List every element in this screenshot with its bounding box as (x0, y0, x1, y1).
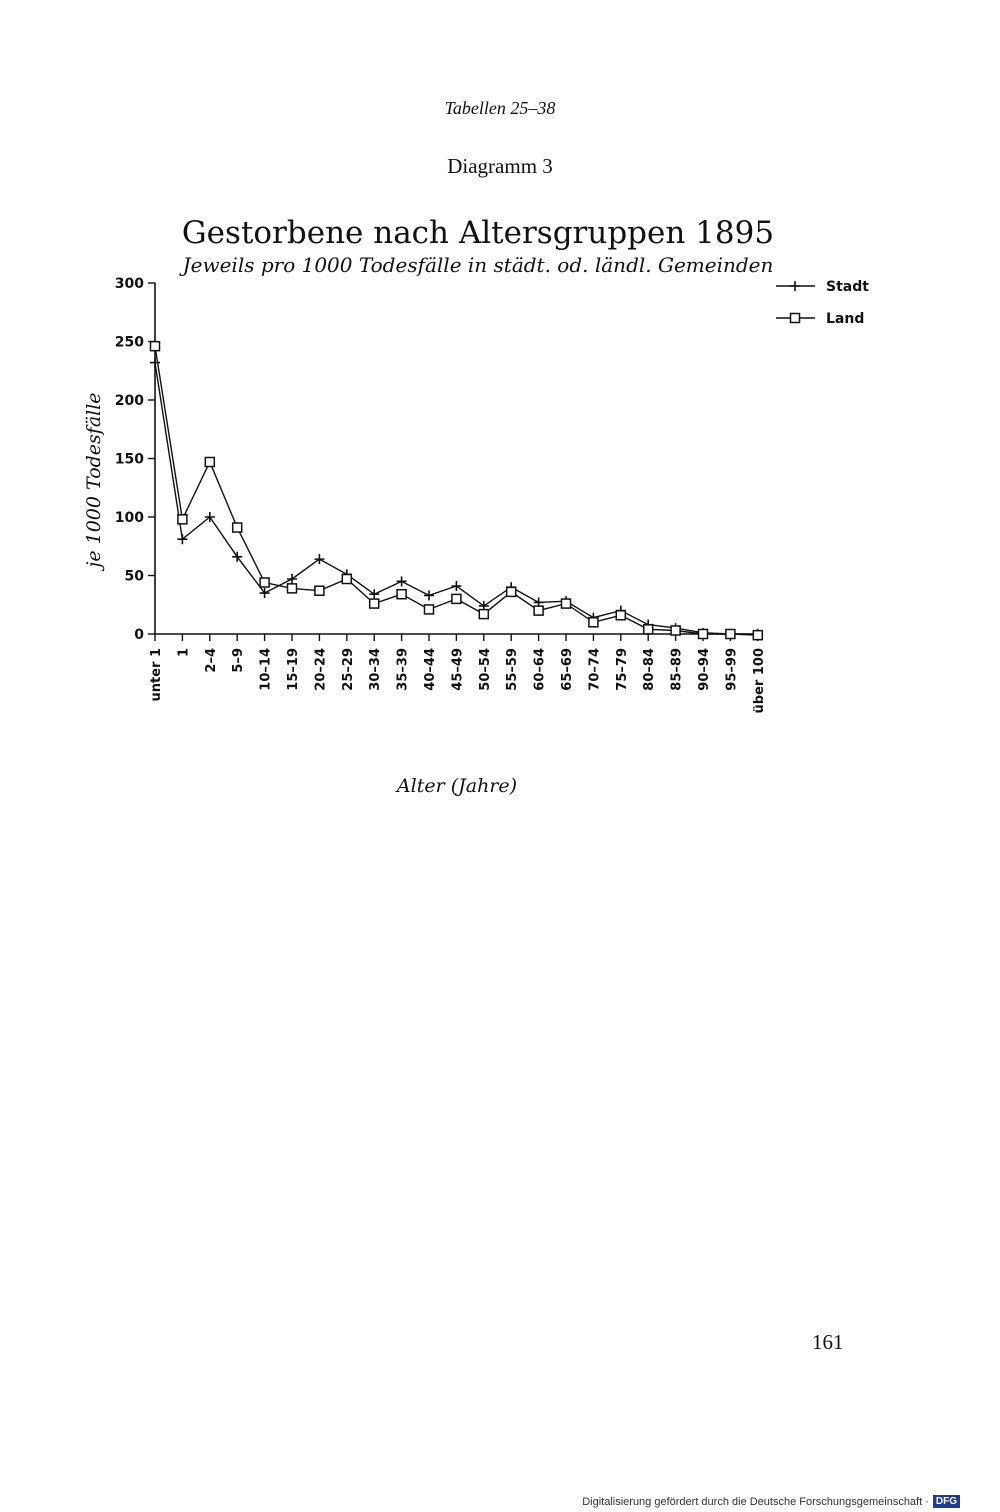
x-tick-label: 45–49 (450, 648, 466, 691)
chart-subtitle: Jeweils pro 1000 Todesfälle in städt. od. ländl. Gemeinden (182, 253, 774, 277)
series-land-point (589, 618, 598, 627)
series-stadt-point (369, 589, 379, 599)
footer-text: Digitalisierung gefördert durch die Deutsche Forschungsgemeinschaft · (582, 1495, 929, 1508)
x-tick-label: 90–94 (697, 648, 712, 691)
x-tick-label: 80–84 (642, 648, 658, 691)
x-tick-label: 85–89 (669, 648, 685, 691)
x-tick-label: 5–9 (231, 648, 247, 673)
page-number: 161 (812, 1330, 844, 1354)
x-tick-label: 2–4 (203, 648, 219, 673)
x-tick-label: 55–59 (505, 648, 521, 691)
x-tick-label: 60–64 (532, 648, 548, 691)
legend-stadt-label: Stadt (826, 279, 869, 295)
x-tick-label: 70–74 (587, 648, 603, 691)
y-tick-label: 50 (124, 568, 144, 585)
series-land-point (425, 605, 434, 614)
legend-land-marker (791, 314, 800, 323)
series-land-point (260, 578, 269, 587)
x-tick-label: 20–24 (313, 648, 329, 691)
series-land-point (315, 586, 324, 595)
series-stadt-point (451, 581, 461, 591)
series-land-point (178, 515, 187, 524)
series-stadt-point (424, 590, 434, 600)
x-axis-title: Alter (Jahre) (396, 775, 518, 797)
legend-land-label: Land (826, 311, 865, 327)
series-land-point (507, 587, 516, 596)
footer (582, 1495, 960, 1508)
series-land-point (205, 458, 214, 467)
x-tick-label: unter 1 (149, 648, 164, 702)
x-tick-label: 30–34 (368, 648, 384, 691)
series-land-point (671, 626, 680, 635)
series-stadt-point (287, 574, 297, 584)
y-tick-label: 100 (114, 510, 144, 526)
series-stadt-point (397, 576, 407, 586)
series-land-point (534, 606, 543, 615)
diagram-label: Diagramm 3 (447, 154, 553, 178)
x-tick-label: 40–44 (423, 648, 438, 691)
dfg-logo: DFG (933, 1495, 960, 1508)
series-land-point (288, 584, 297, 593)
series-land-point (233, 523, 242, 532)
series-land-point (726, 630, 735, 639)
x-tick-label: 95–99 (724, 648, 740, 691)
y-tick-label: 150 (114, 451, 144, 468)
y-tick-label: 0 (134, 627, 144, 643)
y-tick-label: 300 (114, 276, 144, 292)
x-tick-label: 1 (176, 648, 192, 658)
series-land-point (370, 599, 379, 608)
y-tick-label: 200 (114, 393, 144, 409)
x-tick-label: 10–14 (258, 648, 274, 691)
y-axis-title: je 1000 Todesfälle (83, 392, 105, 568)
series-land-point (397, 590, 406, 599)
legend-stadt-marker (790, 281, 800, 291)
x-tick-label: 35–39 (395, 648, 411, 691)
chart-title: Gestorbene nach Altersgruppen 1895 (181, 215, 775, 251)
series-land-point (151, 342, 160, 351)
x-tick-label: 50–54 (477, 648, 493, 691)
series-land-line (155, 346, 758, 635)
x-tick-label: 75–79 (614, 648, 630, 691)
series-land-point (342, 575, 351, 584)
series-land-point (479, 610, 488, 619)
series-land-point (562, 599, 571, 608)
series-land-point (699, 630, 708, 639)
series-stadt-point (260, 588, 270, 598)
x-tick-label: 65–69 (560, 648, 575, 691)
series-land-point (452, 594, 461, 603)
y-tick-label: 250 (114, 334, 144, 351)
series-stadt-point (314, 554, 324, 564)
series-land-point (644, 625, 653, 634)
x-tick-label: über 100 (751, 648, 767, 714)
series-land-point (616, 611, 625, 620)
series-stadt-line (155, 363, 758, 634)
series-land-point (753, 631, 762, 640)
x-tick-label: 25–29 (340, 648, 356, 691)
running-head: Tabellen 25–38 (444, 98, 556, 118)
x-tick-label: 15–19 (286, 648, 301, 691)
